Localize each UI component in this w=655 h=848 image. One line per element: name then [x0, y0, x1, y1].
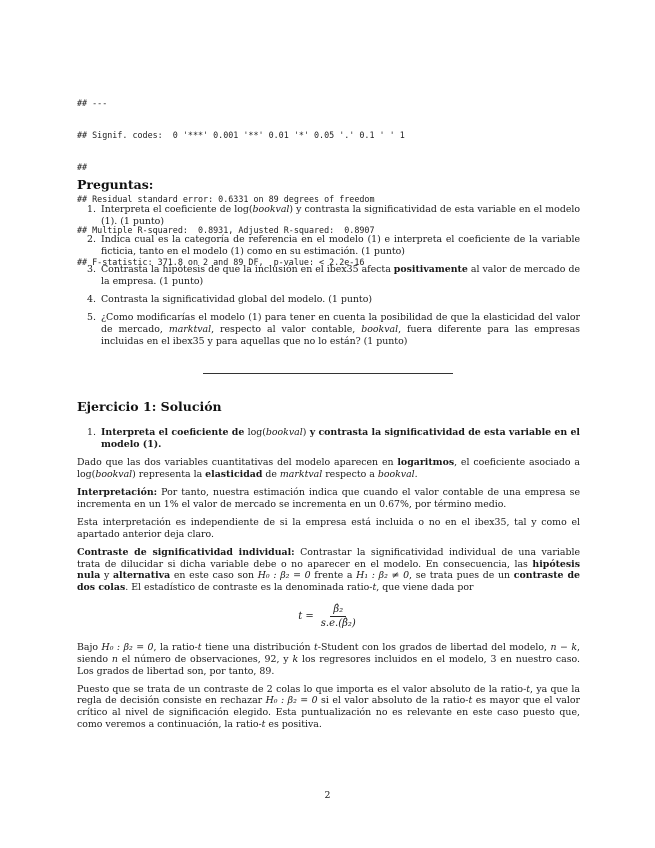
solution-heading: Ejercicio 1: Solución [77, 399, 222, 414]
solution-item-title: 1. Interpreta el coeficiente de log(bookval) y contrasta la significatividad de esta variable en el modelo (1). [87, 427, 580, 450]
list-item [77, 204, 580, 227]
code-line: ## F-statistic: 371.8 on 2 and 89 DF, p-value: < 2.2e-16 [77, 257, 365, 268]
section-divider [203, 373, 453, 374]
item-text: Contrasta la hipótesis de que la inclusión en el ibex35 afecta positivamente al valor de mercado de la empresa. (1 punto) [101, 263, 580, 287]
questions-list [77, 204, 580, 354]
code-line: ## Multiple R-squared: 0.8931, Adjusted R-squared: 0.8907 [77, 225, 375, 236]
item-number: 1. [87, 204, 96, 215]
list-item [77, 264, 580, 287]
paragraph-independence: Esta interpretación es independiente de si la empresa está incluida o no en el ibex35, tal y como el apartado anterior deja claro. [77, 516, 580, 540]
paragraph-distribution: Bajo H₀ : β₂ = 0, la ratio-t tiene una distribución t-Student con los grados de libertad del modelo, n − k, siendo n el número de observaciones, 92, y k los regresores incluidos en el modelo, 3 en nuestro caso. Los grados de libertad son, por tanto, 89. [77, 642, 580, 677]
item-number: 5. [87, 312, 96, 324]
item-text: Indica cual es la categoría de referencia en el modelo (1) e interpreta el coeficiente de la variable ficticia, tanto en el modelo (1) como en su estimación. (1 punto) [101, 233, 580, 257]
paragraph-elasticity: Dado que las dos variables cuantitativas del modelo aparecen en logaritmos, el coeficiente asociado a log(bookval) representa la elasticidad de marktval respecto a bookval. [77, 456, 580, 480]
solution-body [77, 427, 580, 737]
item-number: 4. [87, 293, 96, 305]
item-number: 2. [87, 233, 96, 245]
list-item [77, 294, 580, 306]
item-number: 3. [87, 263, 96, 275]
paragraph-interpretation: Interpretación: Por tanto, nuestra estimación indica que cuando el valor contable de una empresa se incrementa en un 1% el valor de mercado se incrementa en un 0.67%, por término medio. [77, 486, 580, 510]
code-line: ## Residual standard error: 0.6331 on 89 degrees of freedom [77, 193, 375, 204]
questions-heading: Preguntas: [77, 177, 154, 192]
item-text: ¿Como modificarías el modelo (1) para tener en cuenta la posibilidad de que la elasticidad del valor de mercado, marktval, respecto al valor contable, bookval, fuera diferente para las empresas incluidas en el ibex35 y para aquellas que no lo están? (1 punto) [101, 312, 580, 347]
paragraph-two-tail: Puesto que se trata de un contraste de 2 colas lo que importa es el valor absoluto de la ratio-t, ya que la regla de decisión consiste en rechazar H₀ : β₂ = 0 si el valor absoluto de la ratio-t es mayor que el valor crítico al nivel de significación elegido. Esta puntualización no es relevante en este caso puesto que, como veremos a continuación, la ratio-t es positiva. [77, 683, 580, 730]
code-line: ## --- [77, 98, 108, 109]
list-item [77, 234, 580, 257]
item-text: Interpreta el coeficiente de log(bookval) y contrasta la significatividad de esta variable en el modelo (1). (1 punto) [101, 204, 581, 227]
code-line: ## [77, 161, 88, 172]
list-item [77, 312, 580, 347]
t-ratio-formula: t = $\frac{\text{β̂₂}}{\text{s.e.(β̂₂)}}$ [298, 604, 356, 630]
page-number: 2 [324, 790, 331, 801]
code-line: ## Signif. codes: 0 '***' 0.001 '**' 0.01 '*' 0.05 '.' 0.1 ' ' 1 [77, 129, 405, 140]
item-text: Contrasta la significatividad global del modelo. (1 punto) [101, 293, 372, 305]
paragraph-significance-test: Contraste de significatividad individual: Contrastar la significatividad individual de una variable trata de dilucidar si dicha variable debe o no aparecer en el modelo. En consecuencia, las hipótesis nula y alternativa en este caso son H₀ : β₂ = 0 frente a H₁ : β₂ ≠ 0, se trata pues de un contraste de dos colas. El estadístico de contraste es la denominada ratio-t, que viene dada por [77, 546, 581, 593]
